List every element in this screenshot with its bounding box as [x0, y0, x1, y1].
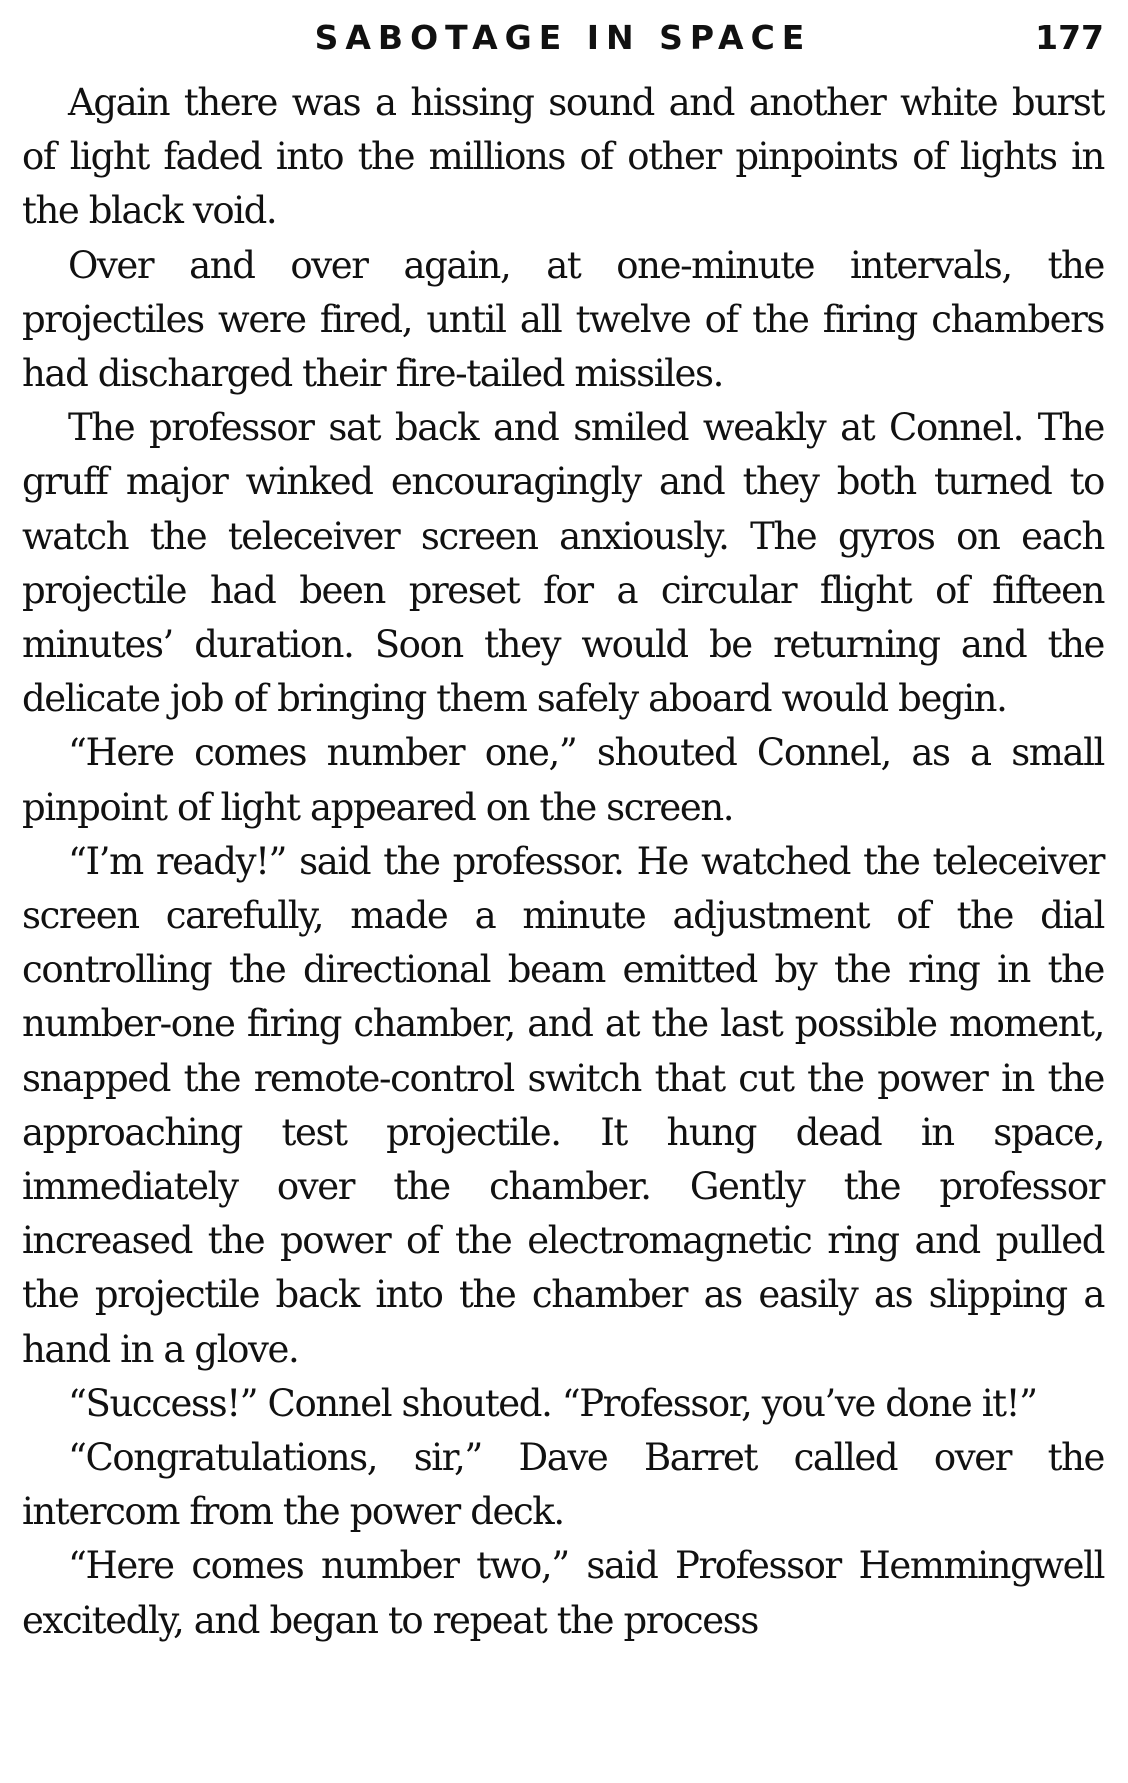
paragraph: “I’m ready!” said the professor. He watched the teleceiver screen carefully, made a minute adjustment of the dial controlling the directional beam emitted by the ring in the number-one firing chamber, and at the last possible moment, snapped the remote-control switch that cut the power in the approaching test projectile. It hung dead in space, immediately over the chamber. Gently the professor increased the power of the electromagnetic ring and pulled the projectile back into the chamber as easily as slipping a hand in a glove. [22, 839, 1104, 1371]
paragraph: Over and over again, at one-minute intervals, the projectiles were fired, until all twelve of the firing chambers had discharged their fire-tailed missiles. [22, 243, 1104, 396]
body-text [22, 76, 1104, 1648]
paragraph: “Here comes number two,” said Professor Hemmingwell excitedly, and began to repeat the process [22, 1544, 1104, 1642]
paragraph: “Here comes number one,” shouted Connel, as a small pinpoint of light appeared on the screen. [22, 731, 1104, 829]
running-head [22, 14, 1104, 62]
page-number: 177 [1035, 18, 1104, 57]
paragraph: “Congratulations, sir,” Dave Barret called over the intercom from the power deck. [22, 1436, 1104, 1534]
paragraph: The professor sat back and smiled weakly at Connel. The gruff major winked encouragingly and they both turned to watch the teleceiver screen anxiously. The gyros on each projectile had been preset for a circular flight of fifteen minutes’ duration. Soon they would be returning and the delicate job of bringing them safely aboard would begin. [22, 406, 1104, 721]
paragraph: “Success!” Connel shouted. “Professor, you’ve done it!” [68, 1381, 1037, 1425]
running-title: SABOTAGE IN SPACE [314, 18, 812, 57]
paragraph: Again there was a hissing sound and another white burst of light faded into the millions of other pinpoints of lights in the black void. [22, 81, 1104, 233]
